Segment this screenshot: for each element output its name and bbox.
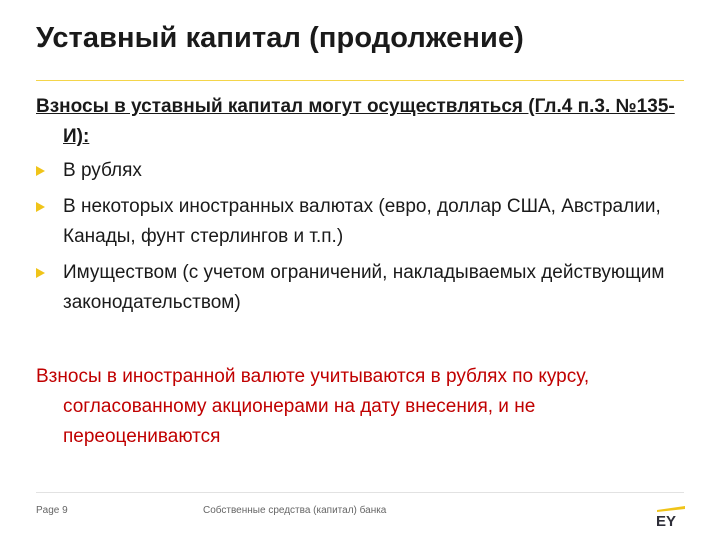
bullet-list	[36, 156, 688, 318]
list-item	[36, 156, 688, 186]
bullet-triangle-icon	[36, 202, 45, 212]
slide-content	[36, 92, 688, 471]
bullet-triangle-icon	[36, 268, 45, 278]
ey-logo-text: EY	[656, 513, 677, 527]
note-text: Взносы в иностранной валюте учитываются в рублях по курсу, согласованному акционерами на дату внесения, и не переоцениваются	[36, 366, 590, 447]
footer-caption: Собственные средства (капитал) банка	[203, 505, 387, 516]
intro-text: Взносы в уставный капитал могут осуществляться (Гл.4 п.3. №135-И):	[36, 96, 675, 147]
list-item-text: В некоторых иностранных валютах (евро, доллар США, Австралии, Канады, фунт стерлингов и т.п.)	[63, 196, 661, 247]
list-item	[36, 192, 688, 252]
list-item-text: В рублях	[63, 160, 142, 181]
footer-divider	[36, 492, 684, 493]
list-item	[36, 258, 688, 318]
page-number: Page 9	[36, 505, 68, 516]
title-divider	[36, 80, 684, 81]
ey-logo-icon	[655, 505, 687, 527]
bullet-triangle-icon	[36, 166, 45, 176]
slide-title: Уставный капитал (продолжение)	[36, 22, 524, 54]
list-item-text: Имуществом (с учетом ограничений, накладываемых действующим законодательством)	[63, 262, 665, 313]
ey-logo-slash	[657, 506, 685, 512]
